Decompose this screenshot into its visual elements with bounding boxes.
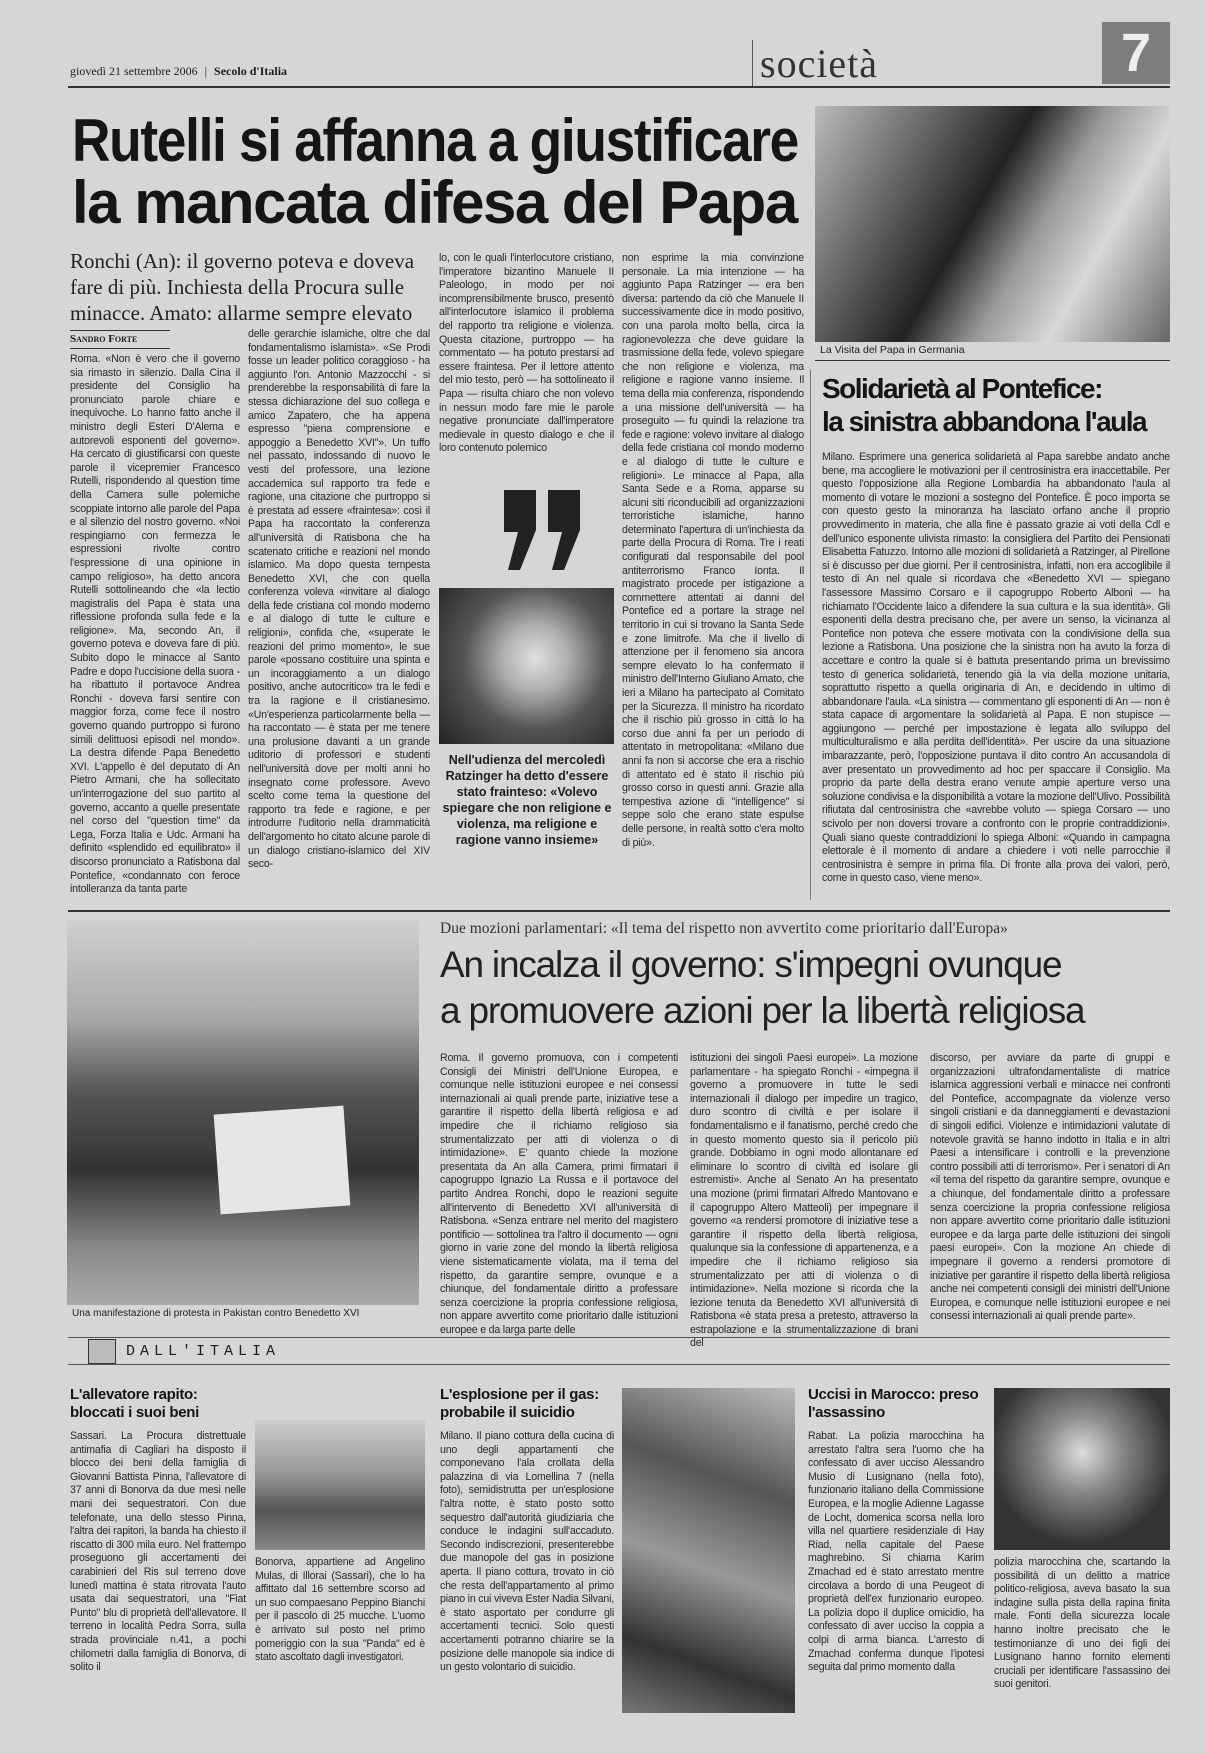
main-headline (72, 107, 802, 236)
brief-body: polizia marocchina che, scartando la possibilità di un delitto a matrice politico-religiosa, aveva basato la sua indagine sulla pista della rapina finita male. Fonti della sicurezza locale hanno inoltre precisato che le testimonianze di uno dei figli dei Lusignano hanno fornito elementi cruciali per identificare l'assassino dei suoi genitori. (994, 1556, 1170, 1691)
section-rule (68, 910, 1170, 912)
article-column: non esprime la mia convinzione personale. La mia intenzione — ha aggiunto Papa Ratzinger — era ben diversa: partendo da ciò che Manuele II successivamente dice in modo positivo, con una parola molto bella, circa la ragionevolezza che deve guidare la trasmissione della fede, volevo spiegare che non religione e violenza, ma religione e ragione vanno insieme. Il tema della mia conferenza, rispondendo a una missione dell'università — ha proseguito — fu quindi la relazione tra fede e ragione: volevo invitare al dialogo della fede cristiana col mondo moderno e al dialogo di tutte le culture e religioni». Le minacce al Papa, alla Santa Sede e a Roma, apparse su alcuni siti riconducibili ad organizzazioni terroristiche islamiche, hanno determinato l'apertura di un'inchiesta da parte della Procura di Roma. Tre i reati configurati dal responsabile del pool antiterrorismo Franco Ionta. Il magistrato procede per istigazione a commettere attentati ai danni del Pontefice ed a portare la strage nel territorio in cui si trovano la Santa Sede e zone limitrofe. Ma che il livello di attenzione per il fenomeno sia ancora sempre elevato lo ha confermato il ministro dell'Interno Giuliano Amato, che ieri a Milano ha partecipato al Comitato per la Sicurezza. Il ministro ha ricordato che il rischio più grosso in città lo ha corso due anni fa per un periodo di attentato in metropolitana: «Milano due anni fa non si accorse che era a rischio di attentato ed è stato il rischio più grosso corso in questi anni. Grazie alla tempestiva azione di "intelligence" si seppe solo che erano state espulse delle persone, in realtà sotto c'era molto di più». (622, 252, 804, 849)
dallitalia-label: DALL'ITALIA (126, 1343, 281, 1360)
issue-date: giovedì 21 settembre 2006 (70, 64, 198, 78)
byline-rule (70, 330, 170, 331)
rule (815, 360, 1170, 361)
pakistan-photo-caption: Una manifestazione di protesta in Pakistan contro Benedetto XVI (72, 1308, 360, 1319)
headline-line: la sinistra abbandona l'aula (822, 406, 1147, 437)
brief-headline: L'esplosione per il gas: probabile il suicidio (440, 1386, 599, 1421)
main-subhead: Ronchi (An): il governo poteva e doveva fare di più. Inchiesta della Procura sulle minacce. Amato: allarme sempre elevato (70, 249, 415, 325)
quote-mark-icon (500, 490, 590, 580)
dallitalia-bar (68, 1337, 1170, 1365)
protest-banner (214, 1106, 351, 1215)
papal-visit-caption: La Visita del Papa in Germania (820, 344, 965, 356)
header-vertical-rule (752, 40, 753, 86)
brief-body: Bonorva, appartiene ad Angelino Mulas, di Illorai (Sassari), che lo ha affittato dal 16 settembre scorso ad un suo compaesano Peppino Bianchi per il pascolo di 25 mucche. L'uomo è arrivato sul posto nel primo pomeriggio con la sua "Panda" ed è stato ascoltato dagli investigatori. (255, 1556, 425, 1664)
headline-line: Rutelli si affanna a giustificare (72, 107, 798, 174)
header-dateline (70, 64, 287, 79)
pope-photo-caption: Nell'udienza del mercoledì Ratzinger ha detto d'essere stato frainteso: «Volevo spiegare che non religione e violenza, ma religione e ragione vanno insieme» (442, 753, 612, 847)
italy-map-icon (88, 1339, 116, 1364)
article-column: lo, con le quali l'interlocutore cristiano, l'imperatore bizantino Manuele II Paleologo, in modo per noi incomprensibilmente brusco, presentò all'interlocutore islamico il problema del rapporto tra religione e violenza. Questa citazione, purtroppo — ha commentato — ha potuto prestarsi ad essere fraintesa. Per il lettore attento del mio testo, però — ha sottolineato il Papa — risulta chiaro che non volevo in nessun modo fare mie le parole negative pronunciate dall'imperatore medievale in questo dialogo e che il loro contenuto polemico (439, 252, 614, 455)
article-column: istituzioni dei singoli Paesi europei». La mozione parlamentare - ha spiegato Ronchi - «impegna il governo a promuovere in tutte le sedi internazionali il dialogo per impedire un tragico, duro scontro di civiltà e per isolare il fondamentalismo e il fanatismo, perché credo che in questo momento questo sia il pericolo più grande. Dobbiamo in ogni modo allontanare ed eliminare lo scontro di civiltà ed isolare gli estremisti». Anche al Senato An ha presentato una mozione (primi firmatari Alfredo Mantovano e il capogruppo Altero Matteoli) per impegnare il governo «a rendersi promotore di iniziative tese a garantire il rispetto della libertà religiosa, qualunque sia la confessione di appartenenza, e a impedire che il richiamo religioso sia strumentalizzato per atti di violenza o di intimidazione». Nella mozione si ricorda che la lezione tenuta da Benedetto XVI all'università di Ratisbona «è stata presa a pretesto, attraverso la estrapolazione e la strumentalizzazione di brani del (690, 1052, 918, 1350)
headline-line: Solidarietà al Pontefice: (822, 373, 1102, 404)
pakistan-protest-photo (67, 920, 419, 1305)
separator: | (204, 64, 208, 78)
side-article-body: Milano. Esprimere una generica solidarietà al Papa sarebbe andato anche bene, ma accogliere le motivazioni per il centrosinistra era inaccettabile. Per questo l'opposizione alla Regione Lombardia ha abbandonato l'aula al momento di votare le mozioni a sostegno del Pontefice. È poco importa se con questo gesto la minoranza ha lasciato orfano anche il proprio provvedimento in materia, che alla fine è passato grazie ai voti della Cdl e dell'unico esponente ulivista rimasto: la consigliera del Partito dei Pensionati Elisabetta Fatuzzo. Intorno alle mozioni di solidarietà a Ratzinger, al Pirellone si è discusso per due giorni. Per il centrosinistra, infatti, non era accoglibile il testo di An nel quale si ricordava che «Benedetto XVI — spiegano l'assessore Massimo Corsaro e il capogruppo Roberto Alboni — ha richiamato l'Occidente laico a difendere la sua cultura e la sua identità». Gli esponenti della destra precisano che, per avere un senso, la vicinanza al Pontefice non poteva che essere motivata con la condivisione della sua lezione a Ratisbona. Una posizione che la sinistra non ha avuto la forza di accettare e contro la quale si è battuta presentando prima un brevissimo testo di generica solidarietà, tenendo già la via della mozione unitaria, soprattutto rispetto a quella originaria di An, e decidendo in ultimo di abbandonare l'aula. «La sinistra — commentano gli esponenti di An — non è stata capace di argomentare la solidarietà al Papa. E non stupisce — aggiungono — perché per impostazione è legata allo sviluppo del multiculturalismo e alla perdita dell'identità». Per uscire da una situazione imbarazzante, però, l'opposizione puntava il dito contro An accusandola di aver presentato un provvedimento ad hoc per spaccare il Consiglio. Ma proprio da parte della destra erano venute ampie aperture verso una soluzione condivisa e la disponibilità a votare la mozione dell'Ulivo. Possibilità rifiutata dal centrosinistra che «avrebbe voluto — spiega Corsaro — uno scivolo per non doversi trovare a confronto con le proprie contraddizioni». Quali siano queste contraddizioni lo spiega Alboni: «Quando in campagna elettorale è il momento di andare a chiedere i voti nelle parrocchie il centrosinistra è sempre in prima fila. Di fronte alla prova dei valori, però, come in questo caso, viene meno». (822, 451, 1170, 885)
column-rule (810, 370, 811, 900)
brief-body: Rabat. La polizia marocchina ha arrestato l'altra sera l'uomo che ha confessato di aver ucciso Alessandro Musio di Lusignano (nella foto), funzionario italiano della Commissione Europea, e la moglie Adienne Lagasse de Locht, domenica scorsa nella loro villa nel quartiere residenziale di Hay Riad, nella capitale del Paese maghrebino. Si chiama Karim Zmachad ed è stato arrestato mentre circolava a bordo di una Peugeot di proprietà dell'ex funzionario europeo. La polizia dopo il duplice omicidio, ha confessato di aver ucciso la coppia a colpi di arma bianca. L'arresto di Zmachad conferma dunque l'ipotesi seguita dal primo momento dalla (808, 1430, 984, 1674)
newspaper-name: Secolo d'Italia (214, 64, 288, 78)
pope-photo (439, 588, 614, 744)
second-kicker: Due mozioni parlamentari: «Il tema del rispetto non avvertito come prioritario dall'Europa» (440, 920, 1008, 937)
brief-headline: L'allevatore rapito: bloccati i suoi beni (70, 1386, 200, 1421)
side-headline (822, 372, 1146, 438)
papal-visit-photo (815, 106, 1170, 342)
byline: Sandro Forte (70, 333, 138, 345)
second-headline (440, 942, 1084, 1034)
brief-body: Sassari. La Procura distrettuale antimafia di Cagliari ha disposto il blocco dei beni della famiglia di Giovanni Battista Pinna, l'allevatore di 37 anni di Bonorva da due mesi nelle mani dei sequestratori. Con due telefonate, una dello stesso Pinna, l'altra dei rapitori, la banda ha chiesto il riscatto di 300 mila euro. Nel frattempo proseguono gli accertamenti dei carabinieri del Ris sul terreno dove lunedì mattina è stata ritrovata l'auto usata dai sequestratori, una "Fiat Punto" blu di proprietà dell'allevatore. Il terreno in località Pedra Sorra, sulla strada provinciale n.41, a pochi chilometri dalla famiglia di Bonorva, di solito il (70, 1430, 246, 1674)
article-column: Roma. Il governo promuova, con i competenti Consigli dei Ministri dell'Unione Europea, e comunque nelle istituzioni europee e nei consessi internazionali ai quali prende parte, iniziative tese a garantire il rispetto della libertà religiosa e ad impedire che il richiamo religioso sia strumentalizzato per atti di violenza o di intimidazione». E' quanto chiede la mozione presentata da An alla Camera, primi firmatari il capogruppo Ignazio La Russa e il portavoce del partito Andrea Ronchi, dopo le reazioni seguite all'intervento di Benedetto XVI all'università di Ratisbona. «Senza entrare nel merito del magistero pontificio — sottolinea tra l'altro il documento — ogni giorno in varie zone del mondo la libertà religiosa viene sistematicamente violata, ma il tema del rispetto, da garantire sempre, ovunque e a chiunque, del fondamentale diritto a professare senza coercizione la propria confessione religiosa, non appare avvertito come prioritario dalle istituzioni europee e da larga parte delle (440, 1052, 678, 1336)
headline-line: la mancata difesa del Papa (72, 169, 797, 236)
headline-line: a promuovere azioni per la libertà religiosa (440, 990, 1085, 1031)
page-number-box: 7 (1102, 22, 1170, 84)
header-rule (68, 86, 1170, 88)
article-column: discorso, per avviare da parte di gruppi e organizzazioni ultrafondamentaliste di matrice islamica aggressioni verbali e minacce nei confronti del Pontefice, accompagnate da violenze verso singoli cristiani e da danneggiamenti e devastazioni di singoli edifici. Violenze e intimidazioni valutate di notevole gravità se hanno indotto in Italia e in altri Paesi a intensificare i controlli e la prevenzione contro possibili atti di terrorismo». Per i senatori di An «il tema del rispetto da garantire sempre, ovunque e a chiunque, del fondamentale diritto a professare senza coercizione la propria confessione religiosa non appare avvertito come prioritario dalle istituzioni europee e da larga parte delle istituzioni dei singoli paesi europei». Con la mozione An chiede di impegnare il governo a rendersi promotore di iniziative per garantire il rispetto della libertà religiosa anche nei competenti consigli dei ministri dell'Unione Europea, e comunque nelle istituzioni europee e nei consessi internazionali ai quali prende parte». (930, 1052, 1170, 1323)
brief-body: Milano. Il piano cottura della cucina di uno degli appartamenti che componevano l'ala crollata della palazzina di via Lomellina 7 (nella foto), semidistrutta per un'esplosione l'altra notte, è stato posto sotto sequestro dall'autorità giudiziaria che conduce le indagini sull'accaduto. Secondo indiscrezioni, presenterebbe due manopole del gas in posizione aperta. Il piano cottura, trovato in ciò che resta dell'appartamento al primo piano in cui viveva Ester Nadia Silvani, è stato asportato per condurre gli accertamenti tecnici. Solo questi accertamenti potranno chiarire se la posizione delle manopole sia indice di un gesto volontario di suicidio. (440, 1430, 614, 1674)
article-column: Roma. «Non è vero che il governo sia rimasto in silenzio. Dalla Cina il presidente del Consiglio ha pronunciato parole chiare e inequivoche. Lo hanno fatto anche il ministro degli Esteri D'Alema e autorevoli esponenti del governo». Ha cercato di giustificarsi con queste parole il vicepremier Francesco Rutelli, rispondendo al question time della Camera sulle polemiche scoppiate intorno alle parole del Papa e al silenzio del nostro governo. «Noi respingiamo con fermezza le espressioni rivolte contro l'espressione di una opinione in campo religioso», ha detto ancora Rutelli sottolineando che «la lectio magistralis del Papa è stata una riflessione profonda sulla fede e la religione». Ma, secondo An, il governo poteva e doveva fare di più. Subito dopo le minacce al Santo Padre e dopo l'uccisione della suora - ha ribattuto il portavoce Andrea Ronchi - doveva farsi sentire con maggior forza, come fece il nostro governo quando purtroppo si furono simili delittuosi episodi nel mondo». La destra difende Papa Benedetto XVI. L'appello è del deputato di An Pietro Armani, che ha sollecitato un'interrogazione del suo partito al governo, accanto a quelle presentate nel corso del "question time" da Lega, Forza Italia e Udc. Armani ha definito «splendido ed equilibrato» il discorso pronunciato a Ratisbona dal Pontefice, «condannato con feroce intolleranza da tanta parte (70, 353, 240, 896)
article-column: delle gerarchie islamiche, oltre che dal fondamentalismo islamista». «Se Prodi fosse un leader politico coraggioso - ha aggiunto l'on. Antonio Mazzocchi - si prenderebbe la responsabilità di fare la stessa dichiarazione del suo collega e amico Zapatero, che ha appena espresso "piena comprensione e appoggio a Benedetto XVI"». Un tuffo nel passato, indossando di nuovo le vesti del professore, una lezione accademica sul rapporto tra fede e ragione, una citazione che purtroppo si è prestata ad essere «fraintesa»: così il Papa ha raccontato la conferenza all'università di Ratisbona che ha scatenato critiche e reazioni nel mondo islamico. Ma dopo questa tempesta Benedetto XVI, che con quella conferenza voleva «invitare al dialogo della fede cristiana col mondo moderno e al dialogo di tutte le culture e religioni», confida che, «superate le reazioni del primo momento», le sue parole «possano costituire una spinta e un incoraggiamento a un dialogo positivo, anche autocritico» tra le fedi e tra la ragione e il cristianesimo. «Un'esperienza particolarmente bella — ha raccontato — è stata per me tenere una prolusione davanti a un grande uditorio di professori e studenti nell'università dove per molti anni ho insegnato come professore. Avevo scelto come tema la questione del rapporto tra fede e ragione, e per introdurre l'uditorio nella drammaticità dell'argomento ho citato alcune parole di un dialogo cristiano-islamico del XIV seco- (248, 328, 430, 871)
victim-portrait-photo (994, 1388, 1170, 1550)
collapsed-building-photo (622, 1388, 795, 1713)
section-title: società (760, 41, 879, 86)
brief-headline: Uccisi in Marocco: preso l'assassino (808, 1386, 979, 1421)
abandoned-car-photo (255, 1420, 425, 1550)
byline-rule (70, 348, 170, 349)
headline-line: An incalza il governo: s'impegni ovunque (440, 944, 1062, 985)
